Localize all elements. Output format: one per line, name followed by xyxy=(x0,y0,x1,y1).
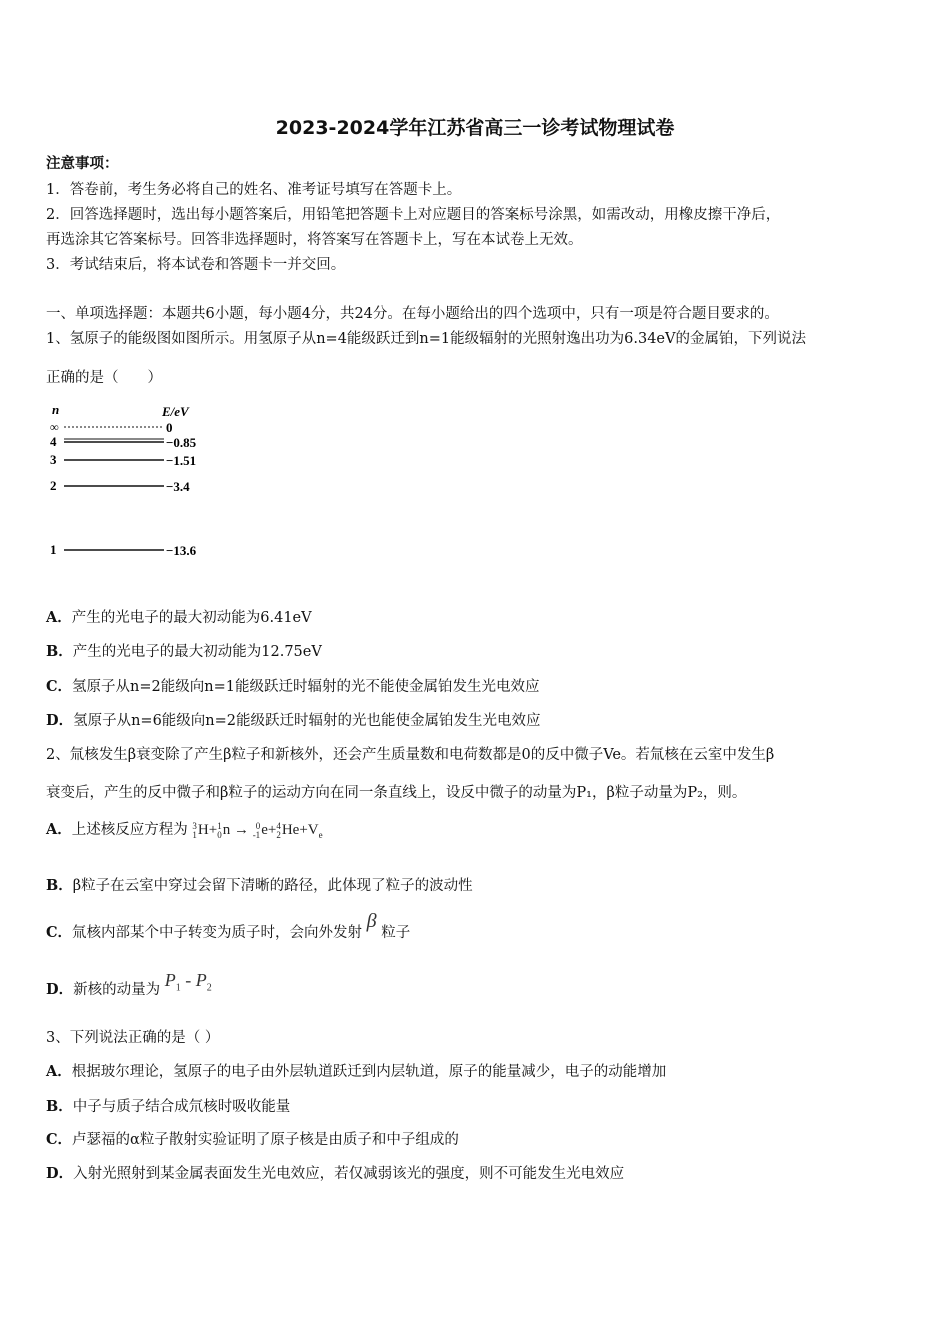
q1-option-a xyxy=(46,606,312,627)
q2-stem-line2: 衰变后，产生的反中微子和β粒子的运动方向在同一条直线上，设反中微子的动量为P₁，β粒子动量为P₂，则。 xyxy=(46,785,747,801)
q1-option-a-label: A． xyxy=(46,609,72,626)
q1-option-a-text: 产生的光电子的最大初动能为6.41eV xyxy=(71,610,312,626)
q2-stem-line1: 2、氚核发生β衰变除了产生β粒子和新核外，还会产生质量数和电荷数都是0的反中微子Ve。若氚核在云室中发生β xyxy=(46,747,775,763)
level-energy-label: −13.6 xyxy=(166,543,197,558)
q1-option-c xyxy=(46,675,539,696)
e-particle: 0 -1 xyxy=(252,820,261,840)
q1-stem-line1: 1、氢原子的能级图如图所示。用氢原子从n=4能级跃迁到n=1能级辐射的光照射逸出功为6.34eV的金属铂，下列说法 xyxy=(46,331,806,347)
level-n-label: 4 xyxy=(50,434,57,449)
q3-option-a xyxy=(46,1060,666,1081)
q3-option-d-text: 入射光照射到某金属表面发生光电效应，若仅减弱该光的强度，则不可能发生光电效应 xyxy=(73,1166,625,1182)
q2-option-c-label: C． xyxy=(46,924,73,941)
q3-option-a-label: A． xyxy=(46,1063,72,1080)
level-energy-label: 0 xyxy=(166,420,173,435)
beta-symbol: β xyxy=(366,910,377,932)
level-n-label: 1 xyxy=(50,542,57,557)
notice-item-2-cont: 再选涂其它答案标号。回答非选择题时，将答案写在答题卡上，写在本试卷上无效。 xyxy=(46,232,583,248)
notice-item-2: 2．回答选择题时，选出每小题答案后，用铅笔把答题卡上对应题目的答案标号涂黑，如需改动，用橡皮擦干净后， xyxy=(46,207,781,223)
q2-option-d xyxy=(46,970,212,1002)
q2-option-a-text: 上述核反应方程为 xyxy=(71,822,188,838)
diagram-energy-label: E/eV xyxy=(162,404,189,419)
q2-option-a xyxy=(46,818,323,840)
q2-option-d-label: D． xyxy=(46,981,74,998)
n-nuclide: 1 0 xyxy=(217,820,222,840)
q1-option-b-label: B． xyxy=(46,643,73,660)
q3-option-d xyxy=(46,1162,624,1183)
q3-option-c-text: 卢瑟福的α粒子散射实验证明了原子核是由质子和中子组成的 xyxy=(72,1132,459,1148)
h-nuclide: 3 1 xyxy=(192,820,197,840)
energy-level-diagram xyxy=(44,398,224,568)
section-heading: 一、单项选择题：本题共6小题，每小题4分，共24分。在每小题给出的四个选项中，只有一项是符合题目要求的。 xyxy=(46,306,779,322)
level-energy-label: −1.51 xyxy=(166,453,197,468)
momentum-expression: $P_1 - P_2$ xyxy=(164,970,212,994)
level-n-label: 2 xyxy=(50,478,57,493)
q2-option-b-label: B． xyxy=(46,877,73,894)
q2-option-a-label: A． xyxy=(46,821,72,838)
notice-item-1: 1．答卷前，考生务必将自己的姓名、准考证号填写在答题卡上。 xyxy=(46,182,462,198)
level-energy-label: −0.85 xyxy=(166,435,197,450)
q1-option-d-text: 氢原子从n=6能级向n=2能级跃迁时辐射的光也能使金属铂发生光电效应 xyxy=(73,713,541,729)
q2-option-d-text: 新核的动量为 xyxy=(73,982,161,998)
q2-option-c-text: 氚核内部某个中子转变为质子时，会向外发射 xyxy=(72,925,363,941)
level-n-label: 3 xyxy=(50,452,57,467)
q1-option-d xyxy=(46,709,541,730)
nuclear-equation: 3 1H+1 0n → 0 -1e+4 $2He+V_e$ xyxy=(192,820,323,840)
q2-option-b xyxy=(46,874,473,895)
q3-option-a-text: 根据玻尔理论，氢原子的电子由外层轨道跃迁到内层轨道，原子的能量减少，电子的动能增加 xyxy=(71,1064,667,1080)
q3-option-c-label: C． xyxy=(46,1131,73,1148)
q2-option-c xyxy=(46,910,411,943)
page-title: 2023-2024学年江苏省高三一诊考试物理试卷 xyxy=(275,117,675,139)
q3-stem: 3、下列说法正确的是（ ） xyxy=(46,1030,220,1046)
q3-option-b xyxy=(46,1095,290,1116)
arrow: → xyxy=(233,822,249,838)
q1-stem-line2: 正确的是（ ） xyxy=(46,370,162,386)
q1-option-b xyxy=(46,640,322,661)
q1-option-b-text: 产生的光电子的最大初动能为12.75eV xyxy=(72,644,322,660)
diagram-n-label: n xyxy=(52,402,60,417)
q2-option-c-tail: 粒子 xyxy=(381,925,411,941)
q1-option-d-label: D． xyxy=(46,712,74,729)
q3-option-d-label: D． xyxy=(46,1165,74,1182)
he-nuclide: 4 2 xyxy=(276,820,281,840)
level-energy-label: −3.4 xyxy=(166,479,190,494)
q2-option-b-text: β粒子在云室中穿过会留下清晰的路径，此体现了粒子的波动性 xyxy=(72,878,473,894)
notice-heading: 注意事项： xyxy=(46,155,119,172)
q3-option-b-text: 中子与质子结合成氘核时吸收能量 xyxy=(72,1099,291,1115)
q1-option-c-label: C． xyxy=(46,678,73,695)
q3-option-c xyxy=(46,1128,459,1149)
notice-item-3: 3．考试结束后，将本试卷和答题卡一并交回。 xyxy=(46,257,346,273)
q3-option-b-label: B． xyxy=(46,1098,73,1115)
level-n-label: ∞ xyxy=(50,420,59,434)
q1-option-c-text: 氢原子从n=2能级向n=1能级跃迁时辐射的光不能使金属铂发生光电效应 xyxy=(72,679,540,695)
energy-levels xyxy=(50,420,197,558)
